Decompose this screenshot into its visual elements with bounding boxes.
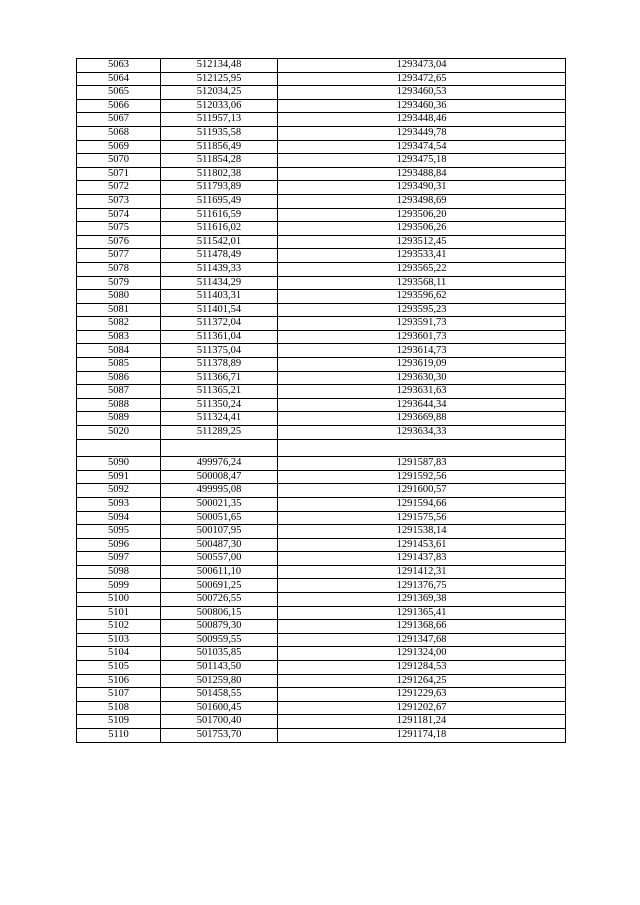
y-coordinate-cell: 1291284,53 [278, 661, 566, 675]
y-coordinate-cell: 1293669,88 [278, 412, 566, 426]
table-row [77, 371, 566, 385]
x-coordinate-cell: 500557,00 [161, 552, 278, 566]
point-number-cell: 5096 [77, 538, 161, 552]
y-coordinate-cell: 1291181,24 [278, 715, 566, 729]
y-coordinate-cell: 1293595,23 [278, 303, 566, 317]
x-coordinate-cell: 511957,13 [161, 113, 278, 127]
point-number-cell: 5099 [77, 579, 161, 593]
y-coordinate-cell: 1291600,57 [278, 484, 566, 498]
x-coordinate-cell: 511350,24 [161, 398, 278, 412]
table-row [77, 661, 566, 675]
y-coordinate-cell: 1293449,78 [278, 126, 566, 140]
point-number-cell: 5089 [77, 412, 161, 426]
table-row [77, 484, 566, 498]
table-row [77, 140, 566, 154]
point-number-cell: 5067 [77, 113, 161, 127]
x-coordinate-cell: 511542,01 [161, 235, 278, 249]
x-coordinate-cell: 500879,30 [161, 620, 278, 634]
y-coordinate-cell: 1293631,63 [278, 385, 566, 399]
point-number-cell [77, 439, 161, 457]
y-coordinate-cell: 1293568,11 [278, 276, 566, 290]
y-coordinate-cell: 1293601,73 [278, 330, 566, 344]
y-coordinate-cell: 1293506,26 [278, 222, 566, 236]
table-row [77, 181, 566, 195]
y-coordinate-cell: 1293498,69 [278, 194, 566, 208]
table-row [77, 290, 566, 304]
y-coordinate-cell: 1293614,73 [278, 344, 566, 358]
x-coordinate-cell: 500959,55 [161, 633, 278, 647]
table-row [77, 385, 566, 399]
x-coordinate-cell: 500726,55 [161, 593, 278, 607]
y-coordinate-cell: 1291369,38 [278, 593, 566, 607]
table-row [77, 633, 566, 647]
table-row [77, 154, 566, 168]
x-coordinate-cell: 501035,85 [161, 647, 278, 661]
x-coordinate-cell: 500487,30 [161, 538, 278, 552]
point-number-cell: 5103 [77, 633, 161, 647]
point-number-cell: 5100 [77, 593, 161, 607]
y-coordinate-cell: 1293591,73 [278, 317, 566, 331]
table-row [77, 344, 566, 358]
table-row [77, 620, 566, 634]
point-number-cell: 5069 [77, 140, 161, 154]
y-coordinate-cell: 1291575,56 [278, 511, 566, 525]
point-number-cell: 5105 [77, 661, 161, 675]
y-coordinate-cell: 1291437,83 [278, 552, 566, 566]
table-row [77, 398, 566, 412]
point-number-cell: 5097 [77, 552, 161, 566]
x-coordinate-cell: 511616,59 [161, 208, 278, 222]
table-row [77, 86, 566, 100]
x-coordinate-cell: 511616,02 [161, 222, 278, 236]
x-coordinate-cell: 511378,89 [161, 358, 278, 372]
point-number-cell: 5092 [77, 484, 161, 498]
point-number-cell: 5094 [77, 511, 161, 525]
table-row [77, 525, 566, 539]
x-coordinate-cell: 511854,28 [161, 154, 278, 168]
point-number-cell: 5102 [77, 620, 161, 634]
x-coordinate-cell: 500051,65 [161, 511, 278, 525]
y-coordinate-cell: 1291202,67 [278, 701, 566, 715]
y-coordinate-cell: 1291412,31 [278, 565, 566, 579]
point-number-cell: 5110 [77, 729, 161, 743]
x-coordinate-cell: 511403,31 [161, 290, 278, 304]
point-number-cell: 5079 [77, 276, 161, 290]
y-coordinate-cell: 1291538,14 [278, 525, 566, 539]
y-coordinate-cell: 1291368,66 [278, 620, 566, 634]
x-coordinate-cell: 512125,95 [161, 72, 278, 86]
table-row [77, 412, 566, 426]
x-coordinate-cell: 511366,71 [161, 371, 278, 385]
x-coordinate-cell: 501259,80 [161, 674, 278, 688]
x-coordinate-cell: 511365,21 [161, 385, 278, 399]
table-row [77, 715, 566, 729]
x-coordinate-cell: 500021,35 [161, 497, 278, 511]
point-number-cell: 5063 [77, 59, 161, 73]
table-row [77, 688, 566, 702]
x-coordinate-cell: 511401,54 [161, 303, 278, 317]
point-number-cell: 5090 [77, 457, 161, 471]
y-coordinate-cell: 1293634,33 [278, 426, 566, 440]
point-number-cell: 5095 [77, 525, 161, 539]
table-row [77, 72, 566, 86]
x-coordinate-cell: 511375,04 [161, 344, 278, 358]
table-row [77, 538, 566, 552]
y-coordinate-cell: 1291229,63 [278, 688, 566, 702]
x-coordinate-cell: 501753,70 [161, 729, 278, 743]
point-number-cell: 5084 [77, 344, 161, 358]
y-coordinate-cell: 1293596,62 [278, 290, 566, 304]
x-coordinate-cell: 500611,10 [161, 565, 278, 579]
point-number-cell: 5083 [77, 330, 161, 344]
table-row [77, 606, 566, 620]
coordinates-table-body [77, 59, 566, 743]
y-coordinate-cell: 1291453,61 [278, 538, 566, 552]
x-coordinate-cell: 511935,58 [161, 126, 278, 140]
point-number-cell: 5087 [77, 385, 161, 399]
table-row [77, 276, 566, 290]
x-coordinate-cell: 500806,15 [161, 606, 278, 620]
point-number-cell: 5082 [77, 317, 161, 331]
point-number-cell: 5066 [77, 99, 161, 113]
y-coordinate-cell: 1293630,30 [278, 371, 566, 385]
point-number-cell: 5081 [77, 303, 161, 317]
table-row [77, 330, 566, 344]
table-row [77, 565, 566, 579]
y-coordinate-cell: 1293488,84 [278, 167, 566, 181]
x-coordinate-cell: 501600,45 [161, 701, 278, 715]
point-number-cell: 5106 [77, 674, 161, 688]
y-coordinate-cell: 1293448,46 [278, 113, 566, 127]
coordinates-sheet [76, 58, 565, 743]
x-coordinate-cell: 511478,49 [161, 249, 278, 263]
y-coordinate-cell: 1291174,18 [278, 729, 566, 743]
table-row [77, 674, 566, 688]
table-row [77, 358, 566, 372]
table-row [77, 126, 566, 140]
table-row [77, 303, 566, 317]
table-row [77, 59, 566, 73]
point-number-cell: 5107 [77, 688, 161, 702]
y-coordinate-cell: 1293474,54 [278, 140, 566, 154]
point-number-cell: 5098 [77, 565, 161, 579]
table-row [77, 426, 566, 440]
y-coordinate-cell: 1293619,09 [278, 358, 566, 372]
x-coordinate-cell: 512033,06 [161, 99, 278, 113]
point-number-cell: 5109 [77, 715, 161, 729]
point-number-cell: 5075 [77, 222, 161, 236]
point-number-cell: 5101 [77, 606, 161, 620]
point-number-cell: 5076 [77, 235, 161, 249]
table-row [77, 701, 566, 715]
x-coordinate-cell: 512034,25 [161, 86, 278, 100]
y-coordinate-cell: 1293644,34 [278, 398, 566, 412]
point-number-cell: 5070 [77, 154, 161, 168]
coordinates-table [76, 58, 566, 743]
x-coordinate-cell: 501143,50 [161, 661, 278, 675]
x-coordinate-cell: 501700,40 [161, 715, 278, 729]
x-coordinate-cell: 501458,55 [161, 688, 278, 702]
x-coordinate-cell: 500008,47 [161, 470, 278, 484]
table-row [77, 208, 566, 222]
x-coordinate-cell: 511289,25 [161, 426, 278, 440]
x-coordinate-cell: 511324,41 [161, 412, 278, 426]
x-coordinate-cell: 511439,33 [161, 262, 278, 276]
x-coordinate-cell: 511856,49 [161, 140, 278, 154]
point-number-cell: 5091 [77, 470, 161, 484]
y-coordinate-cell: 1291594,66 [278, 497, 566, 511]
x-coordinate-cell: 511793,89 [161, 181, 278, 195]
table-row [77, 647, 566, 661]
table-row [77, 593, 566, 607]
point-number-cell: 5093 [77, 497, 161, 511]
y-coordinate-cell: 1291376,75 [278, 579, 566, 593]
x-coordinate-cell: 511372,04 [161, 317, 278, 331]
point-number-cell: 5064 [77, 72, 161, 86]
table-gap-row [77, 439, 566, 457]
x-coordinate-cell: 500107,95 [161, 525, 278, 539]
point-number-cell: 5065 [77, 86, 161, 100]
x-coordinate-cell [161, 439, 278, 457]
point-number-cell: 5086 [77, 371, 161, 385]
table-row [77, 317, 566, 331]
x-coordinate-cell: 511695,49 [161, 194, 278, 208]
point-number-cell: 5020 [77, 426, 161, 440]
table-row [77, 497, 566, 511]
y-coordinate-cell: 1293460,53 [278, 86, 566, 100]
table-row [77, 511, 566, 525]
x-coordinate-cell: 511802,38 [161, 167, 278, 181]
point-number-cell: 5077 [77, 249, 161, 263]
y-coordinate-cell: 1293460,36 [278, 99, 566, 113]
x-coordinate-cell: 511361,04 [161, 330, 278, 344]
point-number-cell: 5068 [77, 126, 161, 140]
y-coordinate-cell: 1291365,41 [278, 606, 566, 620]
point-number-cell: 5074 [77, 208, 161, 222]
y-coordinate-cell: 1291587,83 [278, 457, 566, 471]
table-row [77, 249, 566, 263]
y-coordinate-cell: 1293490,31 [278, 181, 566, 195]
table-row [77, 262, 566, 276]
y-coordinate-cell: 1291324,00 [278, 647, 566, 661]
y-coordinate-cell [278, 439, 566, 457]
y-coordinate-cell: 1293512,45 [278, 235, 566, 249]
point-number-cell: 5108 [77, 701, 161, 715]
point-number-cell: 5104 [77, 647, 161, 661]
y-coordinate-cell: 1291347,68 [278, 633, 566, 647]
y-coordinate-cell: 1293533,41 [278, 249, 566, 263]
table-row [77, 194, 566, 208]
point-number-cell: 5088 [77, 398, 161, 412]
x-coordinate-cell: 499995,08 [161, 484, 278, 498]
table-row [77, 552, 566, 566]
table-row [77, 222, 566, 236]
y-coordinate-cell: 1293473,04 [278, 59, 566, 73]
table-row [77, 457, 566, 471]
table-row [77, 729, 566, 743]
y-coordinate-cell: 1293472,65 [278, 72, 566, 86]
point-number-cell: 5085 [77, 358, 161, 372]
table-row [77, 579, 566, 593]
point-number-cell: 5073 [77, 194, 161, 208]
y-coordinate-cell: 1293506,20 [278, 208, 566, 222]
table-row [77, 167, 566, 181]
table-row [77, 470, 566, 484]
x-coordinate-cell: 500691,25 [161, 579, 278, 593]
y-coordinate-cell: 1293565,22 [278, 262, 566, 276]
table-row [77, 99, 566, 113]
point-number-cell: 5078 [77, 262, 161, 276]
x-coordinate-cell: 499976,24 [161, 457, 278, 471]
x-coordinate-cell: 512134,48 [161, 59, 278, 73]
table-row [77, 235, 566, 249]
point-number-cell: 5071 [77, 167, 161, 181]
y-coordinate-cell: 1291592,56 [278, 470, 566, 484]
table-row [77, 113, 566, 127]
x-coordinate-cell: 511434,29 [161, 276, 278, 290]
y-coordinate-cell: 1291264,25 [278, 674, 566, 688]
point-number-cell: 5072 [77, 181, 161, 195]
y-coordinate-cell: 1293475,18 [278, 154, 566, 168]
point-number-cell: 5080 [77, 290, 161, 304]
